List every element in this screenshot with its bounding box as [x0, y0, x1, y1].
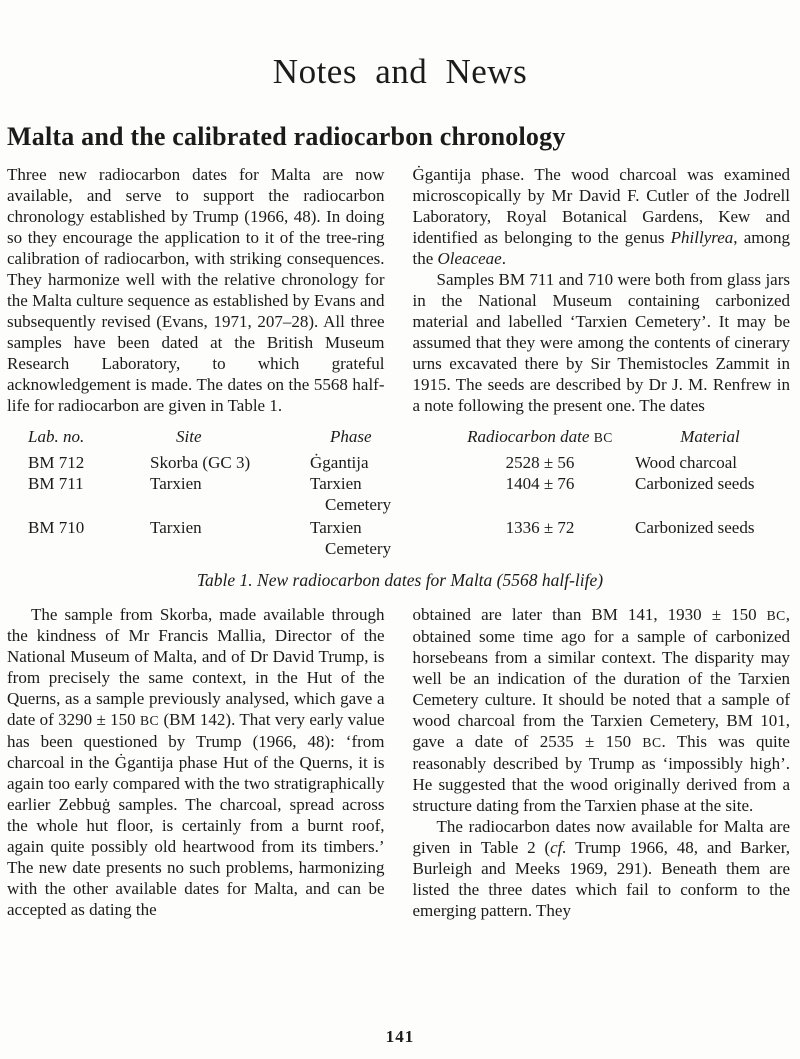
paragraph: obtained are later than BM 141, 1930 ± 150 BC, obtained some time ago for a sample of carbonized horsebeans from a similar context. The disparity may well be an indication of the duration of the Tarxien Cemetery culture. It should be noted that a sample of wood charcoal from the Tarxien Cemetery, BM 101, gave a date of 2535 ± 150 BC. This was quite reasonably described by Trump as ‘impossibly high’. He suggested that the wood originally derived from a structure dating from the Tarxien phase at the site.	[412, 605, 790, 815]
bottom-columns	[7, 604, 790, 921]
table-row	[28, 517, 800, 559]
paragraph: Ġgantija phase. The wood charcoal was examined microscopically by Mr David F. Cutler of the Jodrell Laboratory, Royal Botanical Gardens, Kew and identified as belonging to the genus Phillyrea, among the Oleaceae.	[412, 165, 790, 268]
cell-radiocarbon-date: 2528 ± 56	[505, 453, 575, 472]
bottom-right-column	[413, 604, 791, 921]
table-caption: Table 1. New radiocarbon dates for Malta (5568 half-life)	[196, 570, 604, 590]
paragraph: Three new radiocarbon dates for Malta are now available, and serve to support the radiocarbon chronology established by Trump (1966, 48). In doing so they encourage the application to it of the tree-ring calibration of radiocarbon, with striking consequences. They harmonize well with the relative chronology for the Malta culture sequence as established by Evans and subsequently revised (Evans, 1971, 207–28). All three samples have been dated at the British Museum Research Laboratory, to which grateful acknowledgement is made. The dates on the 5568 half-life for radiocarbon are given in Table 1.	[7, 165, 385, 415]
radiocarbon-dates-table	[28, 426, 800, 559]
journal-section-title: Notes and News	[272, 52, 528, 91]
article-title: Malta and the calibrated radiocarbon chronology	[7, 122, 566, 151]
top-right-column	[413, 164, 791, 416]
cell-site: Tarxien	[150, 474, 202, 493]
column-header-radiocarbon-date: Radiocarbon date BC	[467, 427, 613, 446]
cell-radiocarbon-date: 1404 ± 76	[505, 474, 575, 493]
cell-phase: Tarxien Cemetery	[310, 474, 392, 514]
column-header-material: Material	[680, 427, 740, 446]
bc-small-caps: BC	[593, 430, 613, 445]
top-left-column	[7, 164, 385, 416]
paragraph: The radiocarbon dates now available for Malta are given in Table 2 (cf. Trump 1966, 48, and Barker, Burleigh and Meeks 1969, 291). Beneath them are listed the three dates which fail to conform to the emerging pattern. They	[412, 817, 790, 920]
table-row	[28, 452, 800, 473]
cell-material: Wood charcoal	[635, 453, 737, 472]
cell-lab-no: BM 712	[28, 453, 85, 472]
paragraph: Samples BM 711 and 710 were both from glass jars in the National Museum containing carbonized material and labelled ‘Tarxien Cemetery’. It may be assumed that they were among the contents of cinerary urns excavated there by Sir Themistocles Zammit in 1915. The seeds are described by Dr J. M. Renfrew in a note following the present one. The dates	[412, 270, 790, 415]
top-columns	[7, 164, 790, 416]
cell-lab-no: BM 710	[28, 518, 85, 537]
bottom-left-column	[7, 604, 385, 921]
page-number: 141	[385, 1027, 415, 1046]
cell-lab-no: BM 711	[28, 474, 84, 493]
cell-radiocarbon-date: 1336 ± 72	[505, 518, 575, 537]
cell-phase: Ġgantija	[310, 453, 369, 472]
cell-material: Carbonized seeds	[635, 474, 755, 493]
paragraph: The sample from Skorba, made available through the kindness of Mr Francis Mallia, Director of the National Museum of Malta, and of Dr David Trump, is from precisely the same context, in the Hut of the Querns, as a sample previously analysed, which gave a date of 3290 ± 150 BC (BM 142). That very early value has been questioned by Trump (1966, 48): ‘from charcoal in the Ġgantija phase Hut of the Querns, it is again too early compared with the two stratigraphically earlier Zebbuġ samples. The charcoal, spread across the whole hut floor, is certainly from a burnt roof, again quite possibly old heartwood from its timbers.’ The new date presents no such problems, harmonizing with the other available dates for Malta, and can be accepted as dating the	[7, 605, 385, 919]
cell-phase: Tarxien Cemetery	[310, 518, 392, 558]
cell-site: Tarxien	[150, 518, 202, 537]
column-header-lab-no: Lab. no.	[28, 427, 85, 446]
table-row	[28, 473, 800, 515]
column-header-site: Site	[176, 427, 202, 446]
table-header-row	[28, 426, 800, 448]
cell-material: Carbonized seeds	[635, 518, 755, 537]
cell-site: Skorba (GC 3)	[150, 453, 251, 472]
column-header-phase: Phase	[330, 427, 372, 446]
